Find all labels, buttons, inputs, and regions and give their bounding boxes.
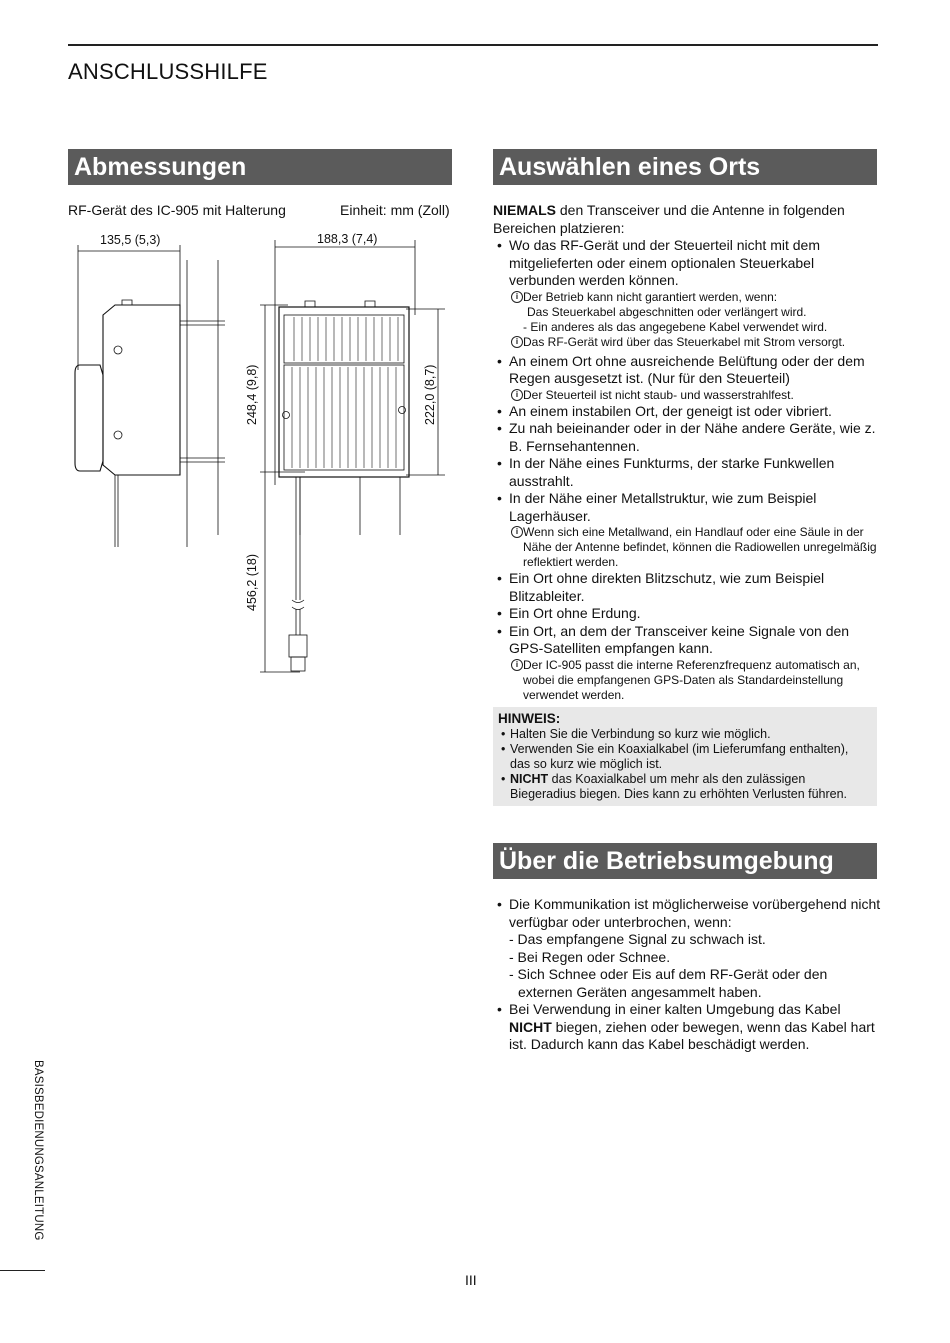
note-item: i Das RF-Gerät wird über das Steuerkabel mit Strom versorgt. (493, 335, 881, 350)
section-title-betrieb: Über die Betriebsumgebung (493, 843, 877, 879)
dash-item-cont: externen Geräten angesammelt haben. (518, 983, 762, 1000)
page-header: ANSCHLUSSHILFE (68, 59, 268, 84)
header-rule (68, 44, 878, 46)
dash-item: - Sich Schnee oder Eis auf dem RF-Gerät oder den (509, 966, 828, 982)
hinweis-item: • NICHT das Koaxialkabel um mehr als den zulässigen Biegeradius biegen. Dies kann zu erhöhten Verlusten führen. (498, 772, 872, 802)
figure-caption: RF-Gerät des IC-905 mit Halterung (68, 202, 286, 218)
info-icon: i (511, 526, 523, 538)
dim-height-total: 248,4 (9,8) (245, 364, 259, 425)
note-item: i Wenn sich eine Metallwand, ein Handlauf oder eine Säule in der Nähe der Antenne befindet, können die Radiowellen unregelmäßig reflektiert werden. (493, 525, 881, 570)
info-icon: i (511, 336, 523, 348)
list-item: • Zu nah beieinander oder in der Nähe andere Geräte, wie z. B. Fernsehantennen. (493, 420, 881, 455)
hinweis-title: HINWEIS: (498, 711, 561, 726)
intro-paragraph: NIEMALS den Transceiver und die Antenne in folgenden Bereichen platzieren: (493, 202, 845, 236)
hinweis-box (493, 707, 877, 806)
list-item: • Bei Verwendung in einer kalten Umgebung das Kabel NICHT biegen, ziehen oder bewegen, wenn das Kabel hart ist. Dadurch kann das Kabel beschädigt werden. (493, 1001, 881, 1054)
dim-depth: 135,5 (5,3) (100, 233, 161, 247)
side-rule (0, 1270, 45, 1271)
list-item: • In der Nähe einer Metallstruktur, wie zum Beispiel Lagerhäuser. (493, 490, 881, 525)
list-item: • In der Nähe eines Funkturms, der starke Funkwellen ausstrahlt. (493, 455, 881, 490)
note-subitem: Das Steuerkabel abgeschnitten oder verlängert wird. (527, 304, 807, 319)
note-item: i Der Steuerteil ist nicht staub- und wasserstrahlfest. (493, 388, 881, 403)
section-title-abmessungen: Abmessungen (68, 149, 452, 185)
list-item: • An einem instabilen Ort, der geneigt ist oder vibriert. (493, 403, 881, 421)
side-tab (30, 1060, 44, 1260)
info-icon: i (511, 291, 523, 303)
dash-item: - Das empfangene Signal zu schwach ist. (509, 931, 766, 947)
list-item: • Wo das RF-Gerät und der Steuerteil nicht mit dem mitgelieferten oder einem optionalen Steuerkabel verbunden werden können. (493, 237, 881, 290)
hinweis-item: • Halten Sie die Verbindung so kurz wie möglich. (498, 727, 872, 742)
hinweis-item: • Verwenden Sie ein Koaxialkabel (im Lieferumfang enthalten), das so kurz wie möglich ist. (498, 742, 872, 772)
unit-label: Einheit: mm (Zoll) (340, 202, 450, 218)
list-item: • An einem Ort ohne ausreichende Belüftung oder der dem Regen ausgesetzt ist. (Nur für den Steuerteil) (493, 353, 881, 388)
info-icon: i (511, 659, 523, 671)
dim-height-body: 222,0 (8,7) (423, 364, 437, 425)
environment-content (493, 896, 881, 1054)
page-number: III (465, 1272, 477, 1288)
list-item: • Die Kommunikation ist möglicherweise vorübergehend nicht verfügbar oder unterbrochen, wenn: (493, 896, 881, 931)
list-item: • Ein Ort ohne Erdung. (493, 605, 881, 623)
note-item: i Der Betrieb kann nicht garantiert werden, wenn: (493, 290, 881, 305)
list-item: • Ein Ort, an dem der Transceiver keine Signale von den GPS-Satelliten empfangen kann. (493, 623, 881, 658)
side-tab-label: BASISBEDIENUNGSANLEITUNG (32, 1060, 44, 1241)
dimension-drawing (60, 225, 460, 685)
note-item: i Der IC-905 passt die interne Referenzfrequenz automatisch an, wobei die empfangenen GPS-Daten als Standardeinstellung verwendet werden. (493, 658, 881, 703)
note-subitem: - Ein anderes als das angegebene Kabel verwendet wird. (523, 319, 828, 334)
info-icon: i (511, 389, 523, 401)
dim-cable: 456,2 (18) (245, 554, 259, 611)
location-content (493, 202, 881, 703)
dash-item: - Bei Regen oder Schnee. (509, 948, 671, 965)
dim-width: 188,3 (7,4) (317, 232, 378, 246)
list-item: • Ein Ort ohne direkten Blitzschutz, wie zum Beispiel Blitzableiter. (493, 570, 881, 605)
section-title-auswaehlen: Auswählen eines Orts (493, 149, 877, 185)
